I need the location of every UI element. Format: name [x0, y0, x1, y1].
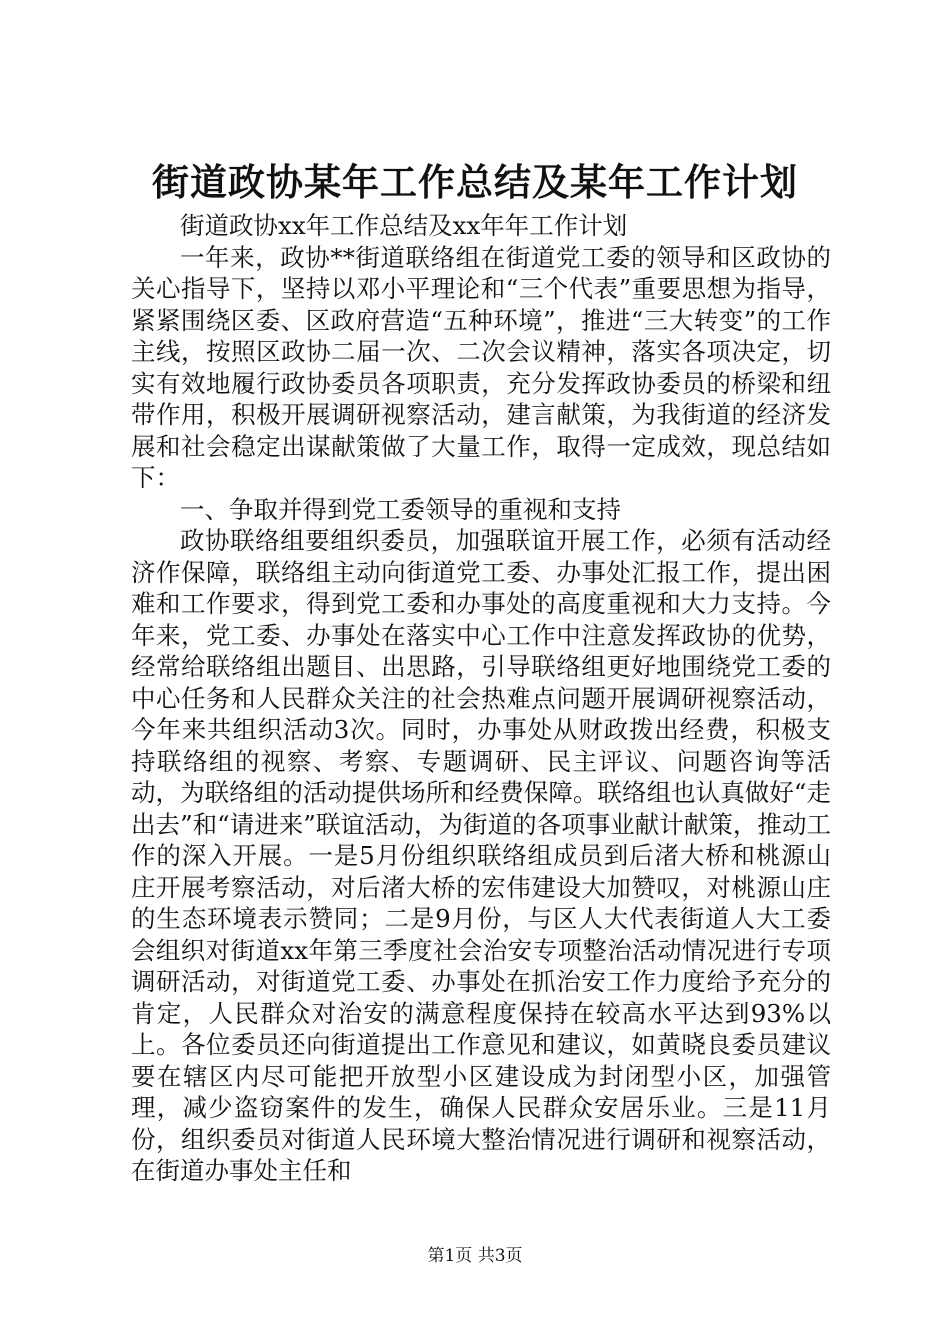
intro-paragraph: 一年来，政协**街道联络组在街道党工委的领导和区政协的关心指导下，坚持以邓小平理论和“三个代表”重要思想为指导，紧紧围绕区委、区政府营造“五种环境”，推进“三大转变”的工作主线，按照区政协二届一次、二次会议精神，落实各项决定，切实有效地履行政协委员各项职责，充分发挥政协委员的桥梁和纽带作用，积极开展调研视察活动，建言献策，为我街道的经济发展和社会稳定出谋献策做了大量工作，取得一定成效，现总结如下： [131, 242, 831, 492]
document-title: 街道政协某年工作总结及某年工作计划 [152, 160, 798, 204]
body-paragraph: 政协联络组要组织委员，加强联谊开展工作，必须有活动经济作保障，联络组主动向街道党工委、办事处汇报工作，提出困难和工作要求，得到党工委和办事处的高度重视和大力支持。今年来，党工委、办事处在落实中心工作中注意发挥政协的优势，经常给联络组出题目、出思路，引导联络组更好地围绕党工委的中心任务和人民群众关注的社会热难点问题开展调研视察活动，今年来共组织活动3次。同时，办事处从财政拨出经费，积极支持联络组的视察、考察、专题调研、民主评议、问题咨询等活动，为联络组的活动提供场所和经费保障。联络组也认真做好“走出去”和“请进来”联谊活动，为街道的各项事业献计献策，推动工作的深入开展。一是5月份组织联络组成员到后渚大桥和桃源山庄开展考察活动，对后渚大桥的宏伟建设大加赞叹，对桃源山庄的生态环境表示赞同；二是9月份，与区人大代表街道人大工委会组织对街道xx年第三季度社会治安专项整治活动情况进行专项调研活动，对街道党工委、办事处在抓治安工作力度给予充分的肯定，人民群众对治安的满意程度保持在较高水平达到93%以上。各位委员还向街道提出工作意见和建议，如黄晓良委员建议要在辖区内尽可能把开放型小区建设成为封闭型小区，加强管理，减少盗窃案件的发生，确保人民群众安居乐业。三是11月份，组织委员对街道人民环境大整治情况进行调研和视察活动，在街道办事处主任和 [131, 526, 831, 1185]
document-body [131, 210, 831, 1187]
section-heading: 一、争取并得到党工委领导的重视和支持 [180, 494, 621, 524]
subtitle-paragraph: 街道政协xx年工作总结及xx年年工作计划 [180, 211, 628, 240]
page-footer: 第1页 共3页 [427, 1246, 523, 1266]
